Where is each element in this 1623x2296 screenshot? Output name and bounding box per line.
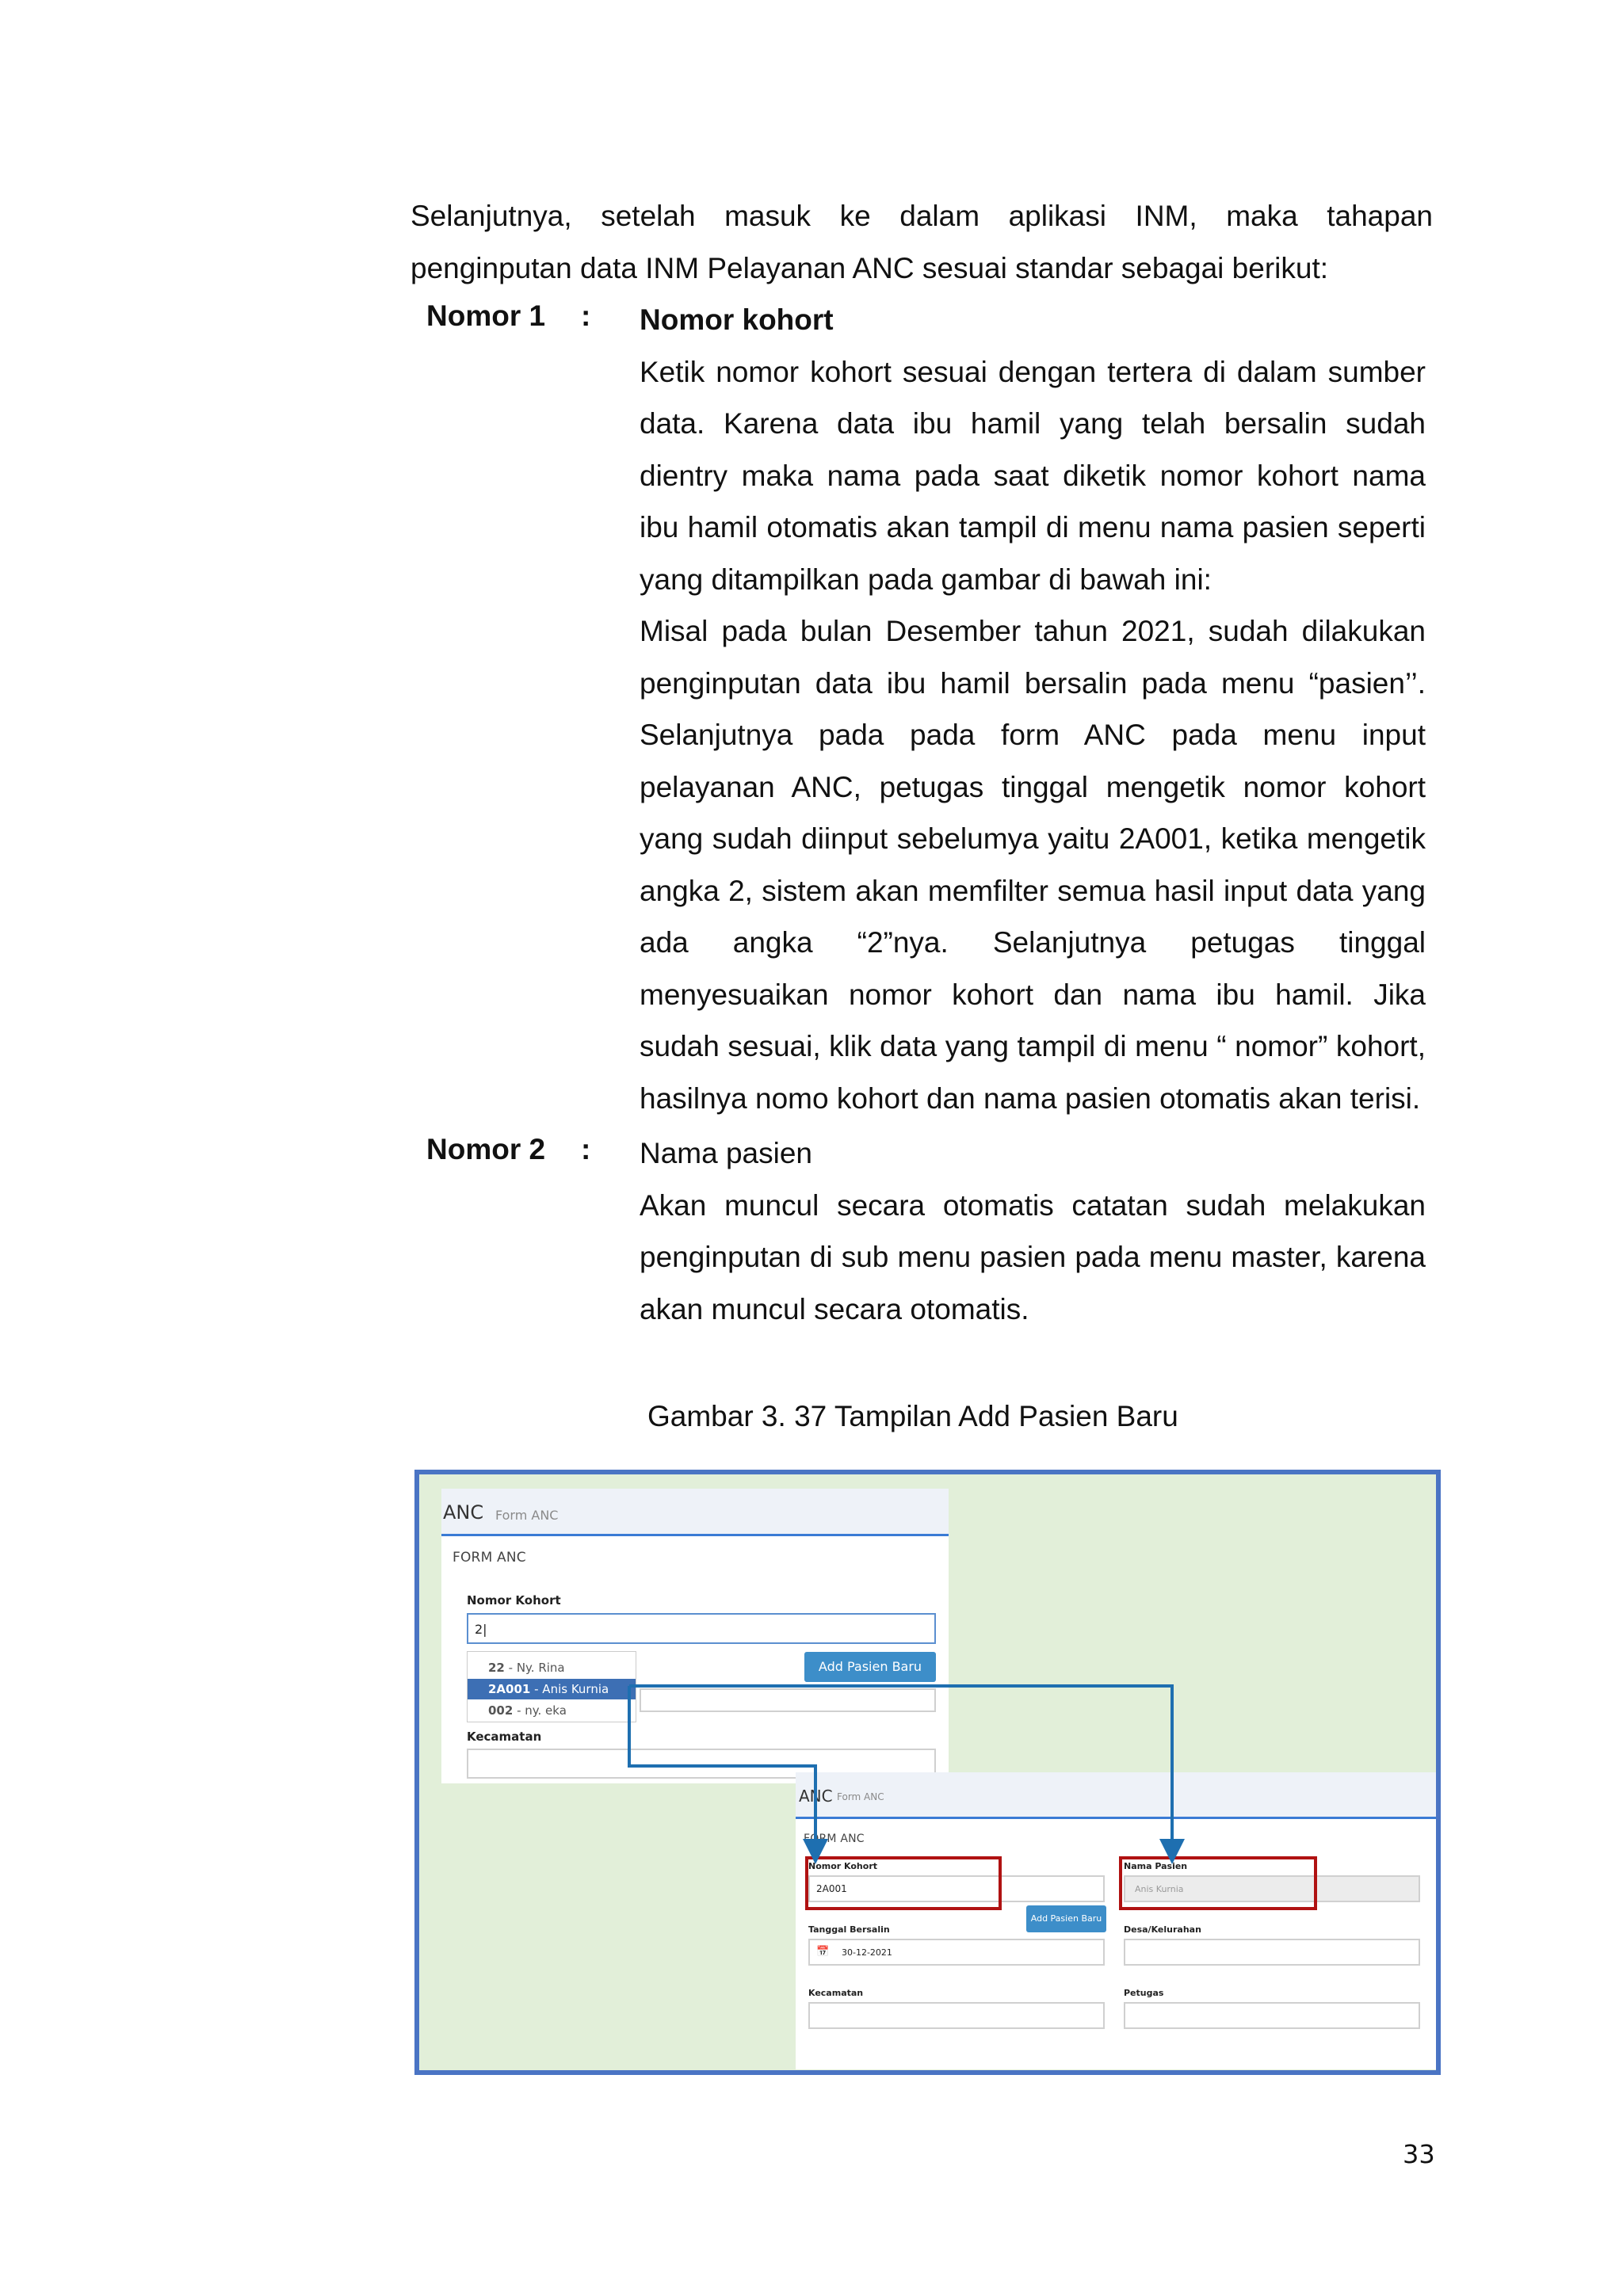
connector-arrows — [419, 1474, 1436, 2070]
top-panel-subtitle: Form ANC — [495, 1508, 559, 1523]
arrow-to-nama-pasien — [629, 1686, 1172, 1852]
item-2-paragraph-1: Akan muncul secara otomatis catatan sudah melakukan penginputan di sub menu pasien pada menu master, karena akan muncul secara otomatis. — [640, 1188, 1426, 1325]
item-1-paragraph-1: Ketik nomor kohort sesuai dengan tertera di dalam sumber data. Karena data ibu hamil yang telah bersalin sudah dientry maka nama pada saat diketik nomor kohort nama ibu hamil otomatis akan tampil di menu nama pasien seperti yang ditampilkan pada gambar di bawah ini: — [640, 355, 1426, 596]
item-2-label: Nomor 2 — [426, 1133, 546, 1165]
item-1-title: Nomor kohort — [640, 303, 834, 336]
figure-caption: Gambar 3. 37 Tampilan Add Pasien Baru — [647, 1400, 1178, 1432]
intro-paragraph: Selanjutnya, setelah masuk ke dalam aplikasi INM, maka tahapan penginputan data INM Pelayanan ANC sesuai standar sebagai berikut: — [411, 200, 1433, 284]
top-kecamatan-label: Kecamatan — [467, 1730, 542, 1744]
arrow-to-nomor-kohort — [629, 1686, 815, 1852]
top-add-pasien-button[interactable]: Add Pasien Baru — [804, 1652, 936, 1682]
top-nomor-kohort-value: 2| — [475, 1622, 487, 1637]
item-1-paragraph-2: Misal pada bulan Desember tahun 2021, sudah dilakukan penginputan data ibu hamil bersalin pada menu “pasien’’. Selanjutnya pada pada form ANC pada menu input pelayanan ANC, petugas tinggal mengetik nomor kohort yang sudah diinput sebelumya yaitu 2A001, ketika mengetik angka 2, sistem akan memfilter semua hasil input data yang ada angka “2”nya. Selanjutnya petugas tinggal menyesuaikan nomor kohort dan nama ibu hamil. Jika sudah sesuai, klik data yang tampil di menu “ nomor” kohort, hasilnya nomo kohort dan nama pasien otomatis akan terisi. — [640, 615, 1426, 1115]
bottom-nomor-kohort-label: Nomor Kohort — [808, 1861, 877, 1871]
item-1-label: Nomor 1 — [426, 299, 546, 332]
bottom-desa-label: Desa/Kelurahan — [1124, 1924, 1201, 1935]
top-form-label: FORM ANC — [453, 1550, 526, 1566]
dropdown-item[interactable]: 002 - ny. eka — [488, 1703, 567, 1718]
bottom-tanggal-value: 30-12-2021 — [842, 1947, 892, 1958]
bottom-panel-subtitle: Form ANC — [837, 1791, 884, 1802]
dropdown-item[interactable]: 22 - Ny. Rina — [488, 1661, 565, 1675]
bottom-tanggal-label: Tanggal Bersalin — [808, 1924, 890, 1935]
bottom-kecamatan-label: Kecamatan — [808, 1988, 864, 1998]
item-2-body — [640, 1127, 1426, 1335]
top-nomor-kohort-label: Nomor Kohort — [467, 1593, 561, 1608]
item-2-colon: : — [581, 1133, 591, 1165]
bottom-petugas-label: Petugas — [1124, 1988, 1164, 1998]
page-number: 33 — [1403, 2139, 1435, 2169]
calendar-icon: 📅 — [816, 1946, 830, 1958]
item-1-body — [640, 294, 1426, 1124]
screenshot-figure — [414, 1470, 1441, 2075]
item-1-colon: : — [581, 299, 591, 332]
bottom-panel-title: ANC — [799, 1787, 833, 1806]
bottom-form-label: FORM ANC — [804, 1833, 865, 1845]
dropdown-item-selected[interactable]: 2A001 - Anis Kurnia — [468, 1679, 636, 1699]
bottom-nama-pasien-label: Nama Pasien — [1124, 1861, 1188, 1871]
top-panel-title: ANC — [443, 1501, 484, 1524]
bottom-nomor-kohort-value: 2A001 — [816, 1883, 847, 1894]
bottom-add-pasien-button[interactable]: Add Pasien Baru — [1026, 1905, 1106, 1932]
bottom-nama-pasien-value: Anis Kurnia — [1135, 1884, 1184, 1894]
item-2-title: Nama pasien — [640, 1137, 813, 1169]
